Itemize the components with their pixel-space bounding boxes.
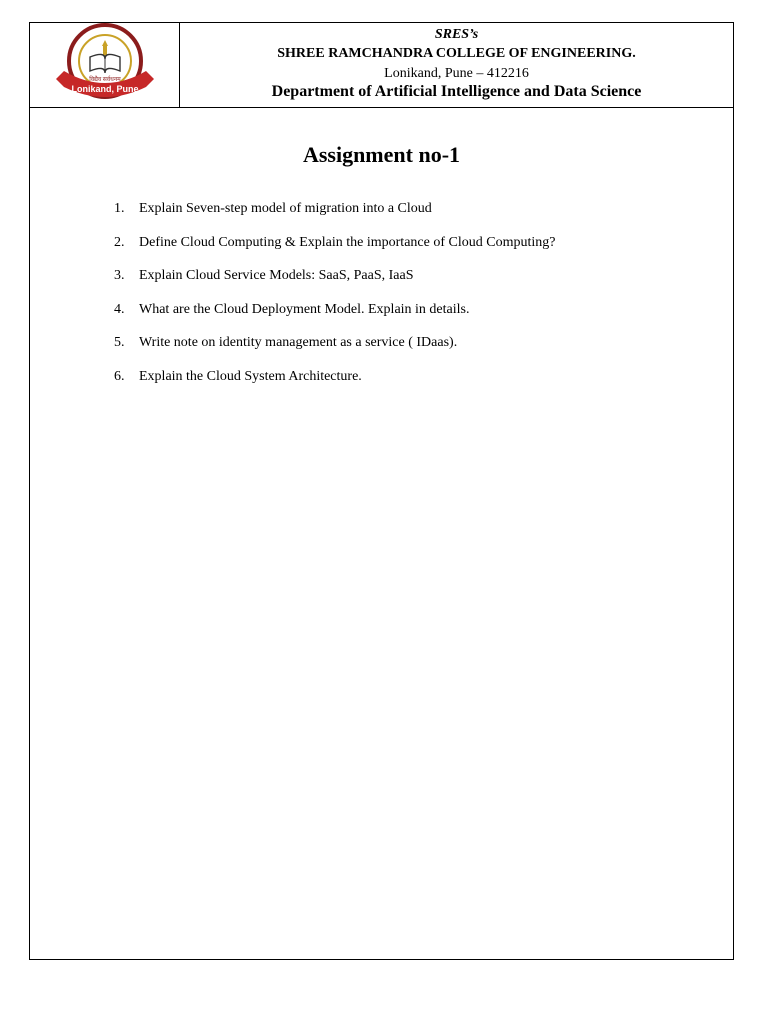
list-item [114,302,555,336]
institution-short-name: SRES’s [434,27,479,42]
department-name: Department of Artificial Intelligence and Data Science [271,83,642,100]
list-item [114,268,555,302]
list-item [114,335,555,369]
question-number: 4. [114,301,125,317]
question-text: Explain Seven-step model of migration into a Cloud [139,201,432,216]
question-number: 1. [114,201,125,216]
letterhead [30,23,733,108]
logo-ribbon-text: Lonikand, Pune [71,84,139,94]
list-item [114,235,555,269]
question-number: 5. [114,335,125,351]
question-text: Explain the Cloud System Architecture. [139,368,362,384]
college-name: SHREE RAMCHANDRA COLLEGE OF ENGINEERING. [277,46,636,61]
question-text: Explain Cloud Service Models: SaaS, PaaS, IaaS [139,268,414,284]
college-logo [42,23,168,107]
question-list [114,201,555,403]
logo-cell [30,23,180,107]
question-number: 2. [114,234,125,250]
assignment-title: Assignment no-1 [302,142,461,167]
question-number: 3. [114,268,125,284]
list-item [114,369,555,403]
logo-motto: विद्यैव सर्वधनम [89,77,121,83]
question-number: 6. [114,368,125,384]
college-address: Lonikand, Pune – 412216 [384,66,529,81]
question-text: Define Cloud Computing & Explain the importance of Cloud Computing? [139,234,556,250]
question-text: Write note on identity management as a service ( IDaas). [139,335,458,351]
document-page [29,22,734,960]
list-item [114,201,555,235]
question-text: What are the Cloud Deployment Model. Explain in details. [139,301,470,317]
